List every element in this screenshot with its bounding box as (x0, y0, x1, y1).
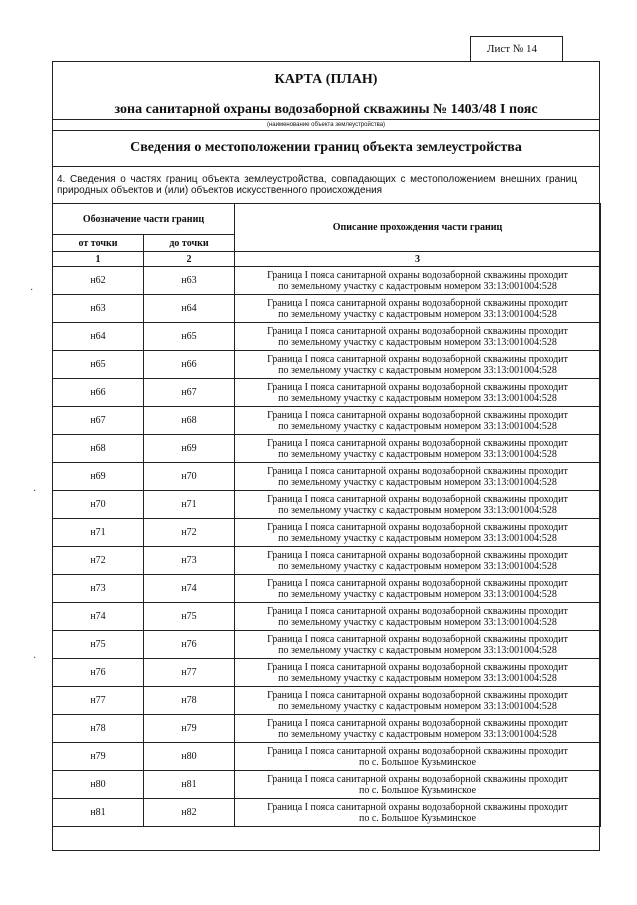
to-point-cell: н80 (144, 743, 235, 771)
description-line-1: Граница I пояса санитарной охраны водозаборной скважины проходит (267, 605, 568, 617)
from-point-cell: н72 (53, 547, 144, 575)
description-line-1: Граница I пояса санитарной охраны водозаборной скважины проходит (267, 577, 568, 589)
divider-line (53, 166, 599, 167)
from-point-cell: н70 (53, 491, 144, 519)
from-point-cell: н79 (53, 743, 144, 771)
column-number-2: 2 (144, 252, 235, 267)
header-description: Описание прохождения части границ (235, 204, 601, 252)
description-cell (235, 715, 601, 743)
header-part: Обозначение части границ (53, 204, 235, 235)
description-cell (235, 743, 601, 771)
from-point-cell: н65 (53, 351, 144, 379)
to-point-cell: н70 (144, 463, 235, 491)
section-heading: Сведения о местоположении границ объекта землеустройства (130, 140, 522, 155)
from-point-cell: н74 (53, 603, 144, 631)
from-point-cell: н71 (53, 519, 144, 547)
from-point-cell: н75 (53, 631, 144, 659)
from-point-cell: н78 (53, 715, 144, 743)
description-cell (235, 799, 601, 827)
description-cell (235, 379, 601, 407)
description-line-1: Граница I пояса санитарной охраны водозаборной скважины проходит (267, 633, 568, 645)
description-line-1: Граница I пояса санитарной охраны водозаборной скважины проходит (267, 437, 568, 449)
table-row (53, 771, 601, 799)
description-line-1: Граница I пояса санитарной охраны водозаборной скважины проходит (267, 521, 568, 533)
table-row (53, 463, 601, 491)
description-line-2: по земельному участку с кадастровым номером 33:13:001004:528 (278, 588, 557, 600)
description-line-1: Граница I пояса санитарной охраны водозаборной скважины проходит (267, 661, 568, 673)
table-row (53, 491, 601, 519)
to-point-cell: н78 (144, 687, 235, 715)
description-cell (235, 267, 601, 295)
column-number-3: 3 (235, 252, 601, 267)
scan-speck: · (33, 653, 37, 664)
to-point-cell: н64 (144, 295, 235, 323)
to-point-cell: н63 (144, 267, 235, 295)
object-caption: (наименование объекта землеустройства) (266, 122, 386, 128)
description-cell (235, 491, 601, 519)
description-line-1: Граница I пояса санитарной охраны водозаборной скважины проходит (267, 549, 568, 561)
description-line-2: по земельному участку с кадастровым номером 33:13:001004:528 (278, 420, 557, 432)
header-from-point: от точки (53, 235, 144, 252)
intro-text: 4. Сведения о частях границ объекта землеустройства, совпадающих с местоположением внешних границ природных объектов и (или) объектов искусственного происхождения (57, 174, 577, 196)
description-line-2: по земельному участку с кадастровым номером 33:13:001004:528 (278, 504, 557, 516)
to-point-cell: н76 (144, 631, 235, 659)
table-row (53, 743, 601, 771)
table-row (53, 575, 601, 603)
table-row (53, 715, 601, 743)
description-cell (235, 435, 601, 463)
description-line-2: по земельному участку с кадастровым номером 33:13:001004:528 (278, 476, 557, 488)
from-point-cell: н69 (53, 463, 144, 491)
description-line-1: Граница I пояса санитарной охраны водозаборной скважины проходит (267, 409, 568, 421)
description-line-1: Граница I пояса санитарной охраны водозаборной скважины проходит (267, 465, 568, 477)
description-line-2: по земельному участку с кадастровым номером 33:13:001004:528 (278, 336, 557, 348)
divider-line (53, 130, 599, 131)
description-cell (235, 295, 601, 323)
from-point-cell: н64 (53, 323, 144, 351)
from-point-cell: н63 (53, 295, 144, 323)
description-line-2: по земельному участку с кадастровым номером 33:13:001004:528 (278, 644, 557, 656)
description-line-2: по земельному участку с кадастровым номером 33:13:001004:528 (278, 616, 557, 628)
description-cell (235, 687, 601, 715)
to-point-cell: н65 (144, 323, 235, 351)
description-line-2: по земельному участку с кадастровым номером 33:13:001004:528 (278, 532, 557, 544)
description-line-2: по земельному участку с кадастровым номером 33:13:001004:528 (278, 280, 557, 292)
description-line-1: Граница I пояса санитарной охраны водозаборной скважины проходит (267, 773, 568, 785)
description-cell (235, 407, 601, 435)
description-cell (235, 771, 601, 799)
map-title: КАРТА (ПЛАН) (274, 72, 378, 87)
title-block (53, 62, 599, 120)
to-point-cell: н79 (144, 715, 235, 743)
from-point-cell: н76 (53, 659, 144, 687)
divider-line (53, 119, 599, 120)
to-point-cell: н71 (144, 491, 235, 519)
table-row (53, 435, 601, 463)
table-row (53, 267, 601, 295)
table-row (53, 631, 601, 659)
from-point-cell: н81 (53, 799, 144, 827)
description-cell (235, 351, 601, 379)
description-cell (235, 463, 601, 491)
table-row (53, 799, 601, 827)
column-number-1: 1 (53, 252, 144, 267)
description-line-1: Граница I пояса санитарной охраны водозаборной скважины проходит (267, 297, 568, 309)
table-row (53, 295, 601, 323)
table-row (53, 547, 601, 575)
description-line-1: Граница I пояса санитарной охраны водозаборной скважины проходит (267, 353, 568, 365)
boundary-table (52, 203, 601, 827)
to-point-cell: н81 (144, 771, 235, 799)
scan-speck: · (30, 285, 34, 296)
to-point-cell: н72 (144, 519, 235, 547)
description-cell (235, 659, 601, 687)
description-line-2: по с. Большое Кузьминское (358, 784, 477, 796)
description-line-1: Граница I пояса санитарной охраны водозаборной скважины проходит (267, 689, 568, 701)
description-line-1: Граница I пояса санитарной охраны водозаборной скважины проходит (267, 717, 568, 729)
from-point-cell: н68 (53, 435, 144, 463)
table-row (53, 351, 601, 379)
to-point-cell: н67 (144, 379, 235, 407)
header-to-point: до точки (144, 235, 235, 252)
document-frame (52, 61, 600, 851)
description-line-2: по земельному участку с кадастровым номером 33:13:001004:528 (278, 364, 557, 376)
table-row (53, 379, 601, 407)
description-cell (235, 547, 601, 575)
from-point-cell: н66 (53, 379, 144, 407)
from-point-cell: н73 (53, 575, 144, 603)
description-line-1: Граница I пояса санитарной охраны водозаборной скважины проходит (267, 269, 568, 281)
description-line-2: по земельному участку с кадастровым номером 33:13:001004:528 (278, 448, 557, 460)
description-line-1: Граница I пояса санитарной охраны водозаборной скважины проходит (267, 493, 568, 505)
description-cell (235, 323, 601, 351)
to-point-cell: н74 (144, 575, 235, 603)
description-line-2: по с. Большое Кузьминское (358, 812, 477, 824)
zone-subtitle: зона санитарной охраны водозаборной скважины № 1403/48 I пояс (114, 102, 538, 117)
description-line-2: по с. Большое Кузьминское (358, 756, 477, 768)
to-point-cell: н75 (144, 603, 235, 631)
description-cell (235, 631, 601, 659)
to-point-cell: н68 (144, 407, 235, 435)
description-line-2: по земельному участку с кадастровым номером 33:13:001004:528 (278, 672, 557, 684)
to-point-cell: н77 (144, 659, 235, 687)
description-line-1: Граница I пояса санитарной охраны водозаборной скважины проходит (267, 325, 568, 337)
description-line-2: по земельному участку с кадастровым номером 33:13:001004:528 (278, 308, 557, 320)
table-row (53, 687, 601, 715)
description-cell (235, 603, 601, 631)
from-point-cell: н67 (53, 407, 144, 435)
table-row (53, 407, 601, 435)
table-row (53, 323, 601, 351)
table-row (53, 603, 601, 631)
to-point-cell: н69 (144, 435, 235, 463)
sheet-number: Лист № 14 (470, 36, 563, 62)
to-point-cell: н66 (144, 351, 235, 379)
description-cell (235, 519, 601, 547)
from-point-cell: н62 (53, 267, 144, 295)
description-line-1: Граница I пояса санитарной охраны водозаборной скважины проходит (267, 381, 568, 393)
from-point-cell: н77 (53, 687, 144, 715)
description-line-2: по земельному участку с кадастровым номером 33:13:001004:528 (278, 560, 557, 572)
description-line-1: Граница I пояса санитарной охраны водозаборной скважины проходит (267, 745, 568, 757)
description-line-2: по земельному участку с кадастровым номером 33:13:001004:528 (278, 392, 557, 404)
description-line-2: по земельному участку с кадастровым номером 33:13:001004:528 (278, 728, 557, 740)
to-point-cell: н82 (144, 799, 235, 827)
description-line-1: Граница I пояса санитарной охраны водозаборной скважины проходит (267, 801, 568, 813)
table-row (53, 519, 601, 547)
description-line-2: по земельному участку с кадастровым номером 33:13:001004:528 (278, 700, 557, 712)
table-row (53, 659, 601, 687)
description-cell (235, 575, 601, 603)
to-point-cell: н73 (144, 547, 235, 575)
from-point-cell: н80 (53, 771, 144, 799)
scan-speck: · (33, 486, 37, 497)
